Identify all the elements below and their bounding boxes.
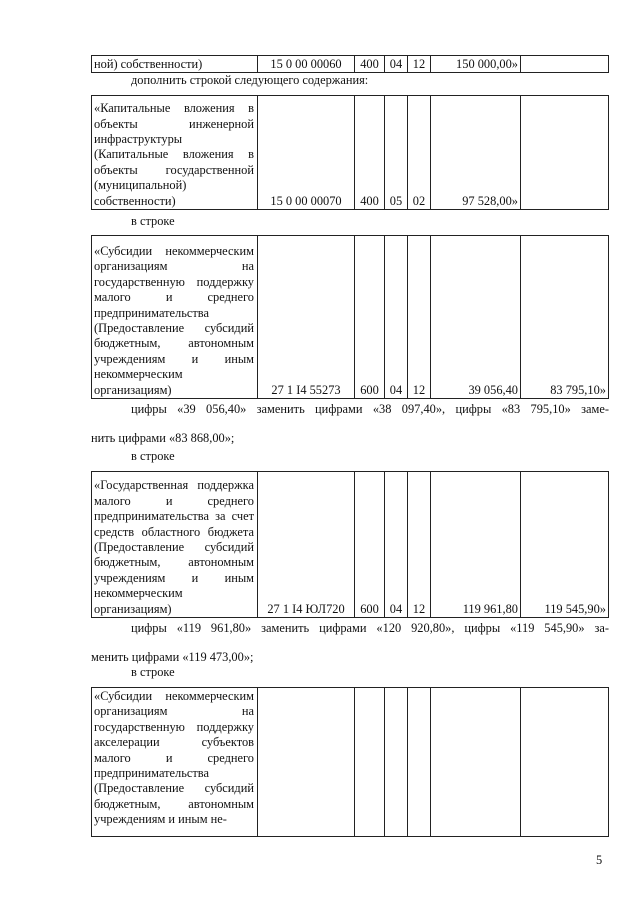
block1-table — [91, 95, 609, 210]
top-row-description: ной) собственности) — [92, 56, 258, 73]
block3-sum1: 119 961,80 — [431, 472, 521, 618]
replacement-paragraph-1 — [91, 401, 609, 446]
block3-csr: 27 1 I4 ЮЛ720 — [258, 472, 355, 618]
replacement-1-line-2: нить цифрами «83 868,00»; — [91, 431, 235, 445]
block1-vr: 400 — [355, 96, 385, 210]
in-row-label-3: в строке — [131, 665, 175, 679]
in-row-label-2: в строке — [131, 449, 175, 463]
block4-vr — [355, 688, 385, 837]
block4-sum2 — [521, 688, 609, 837]
block4-pr — [408, 688, 431, 837]
block1-sum2 — [521, 96, 609, 210]
block3-rz: 04 — [385, 472, 408, 618]
block2-vr: 600 — [355, 236, 385, 399]
block4-table — [91, 687, 609, 837]
top-row-pr: 12 — [408, 56, 431, 73]
replacement-2-line-1: цифры «119 961,80» заменить цифрами «120 920,80», цифры «119 545,90» за- — [131, 621, 609, 635]
top-row-csr: 15 0 00 00060 — [258, 56, 355, 73]
block4-rz — [385, 688, 408, 837]
top-row-sum2 — [521, 56, 609, 73]
block1-description: «Капитальные вложения в объекты инженерной инфраструктуры (Капитальные вложения в объекты государственной (муниципальной) собственности) — [92, 96, 258, 210]
block3-sum2: 119 545,90» — [521, 472, 609, 618]
block4-description: «Субсидии некоммерческим организациям на государственную поддержку акселерации субъектов малого и среднего предпринимательства (Предоставление субсидий бюджетным, автономным учреждениям и иным не- — [92, 688, 258, 837]
block2-csr: 27 1 I4 55273 — [258, 236, 355, 399]
replacement-1-line-1: цифры «39 056,40» заменить цифрами «38 097,40», цифры «83 795,10» заме- — [131, 402, 609, 416]
block2-sum1: 39 056,40 — [431, 236, 521, 399]
block3-vr: 600 — [355, 472, 385, 618]
block1-sum1: 97 528,00» — [431, 96, 521, 210]
top-row-rz: 04 — [385, 56, 408, 73]
block2-pr: 12 — [408, 236, 431, 399]
block2-description: «Субсидии некоммерческим организациям на государственную поддержку малого и среднего предпринимательства (Предоставление субсидий бюджетным, автономным учреждениям и иным некоммерческим организациям) — [92, 236, 258, 399]
block3-table — [91, 471, 609, 618]
block2-sum2: 83 795,10» — [521, 236, 609, 399]
in-row-label-1: в строке — [131, 214, 175, 228]
top-row-vr: 400 — [355, 56, 385, 73]
block4-csr — [258, 688, 355, 837]
top-row-table — [91, 55, 609, 73]
block3-description: «Государственная поддержка малого и среднего предпринимательства за счет средств областного бюджета (Предоставление субсидий бюджетным, автономным учреждениям и иным некоммерческим организациям) — [92, 472, 258, 618]
block2-table — [91, 235, 609, 399]
add-line-instruction: дополнить строкой следующего содержания: — [131, 73, 369, 87]
replacement-paragraph-2 — [91, 620, 609, 665]
block4-sum1 — [431, 688, 521, 837]
block1-pr: 02 — [408, 96, 431, 210]
top-row-sum1: 150 000,00» — [431, 56, 521, 73]
replacement-2-line-2: менить цифрами «119 473,00»; — [91, 650, 254, 664]
page-number: 5 — [596, 853, 603, 867]
block1-csr: 15 0 00 00070 — [258, 96, 355, 210]
block2-rz: 04 — [385, 236, 408, 399]
block1-rz: 05 — [385, 96, 408, 210]
block3-pr: 12 — [408, 472, 431, 618]
